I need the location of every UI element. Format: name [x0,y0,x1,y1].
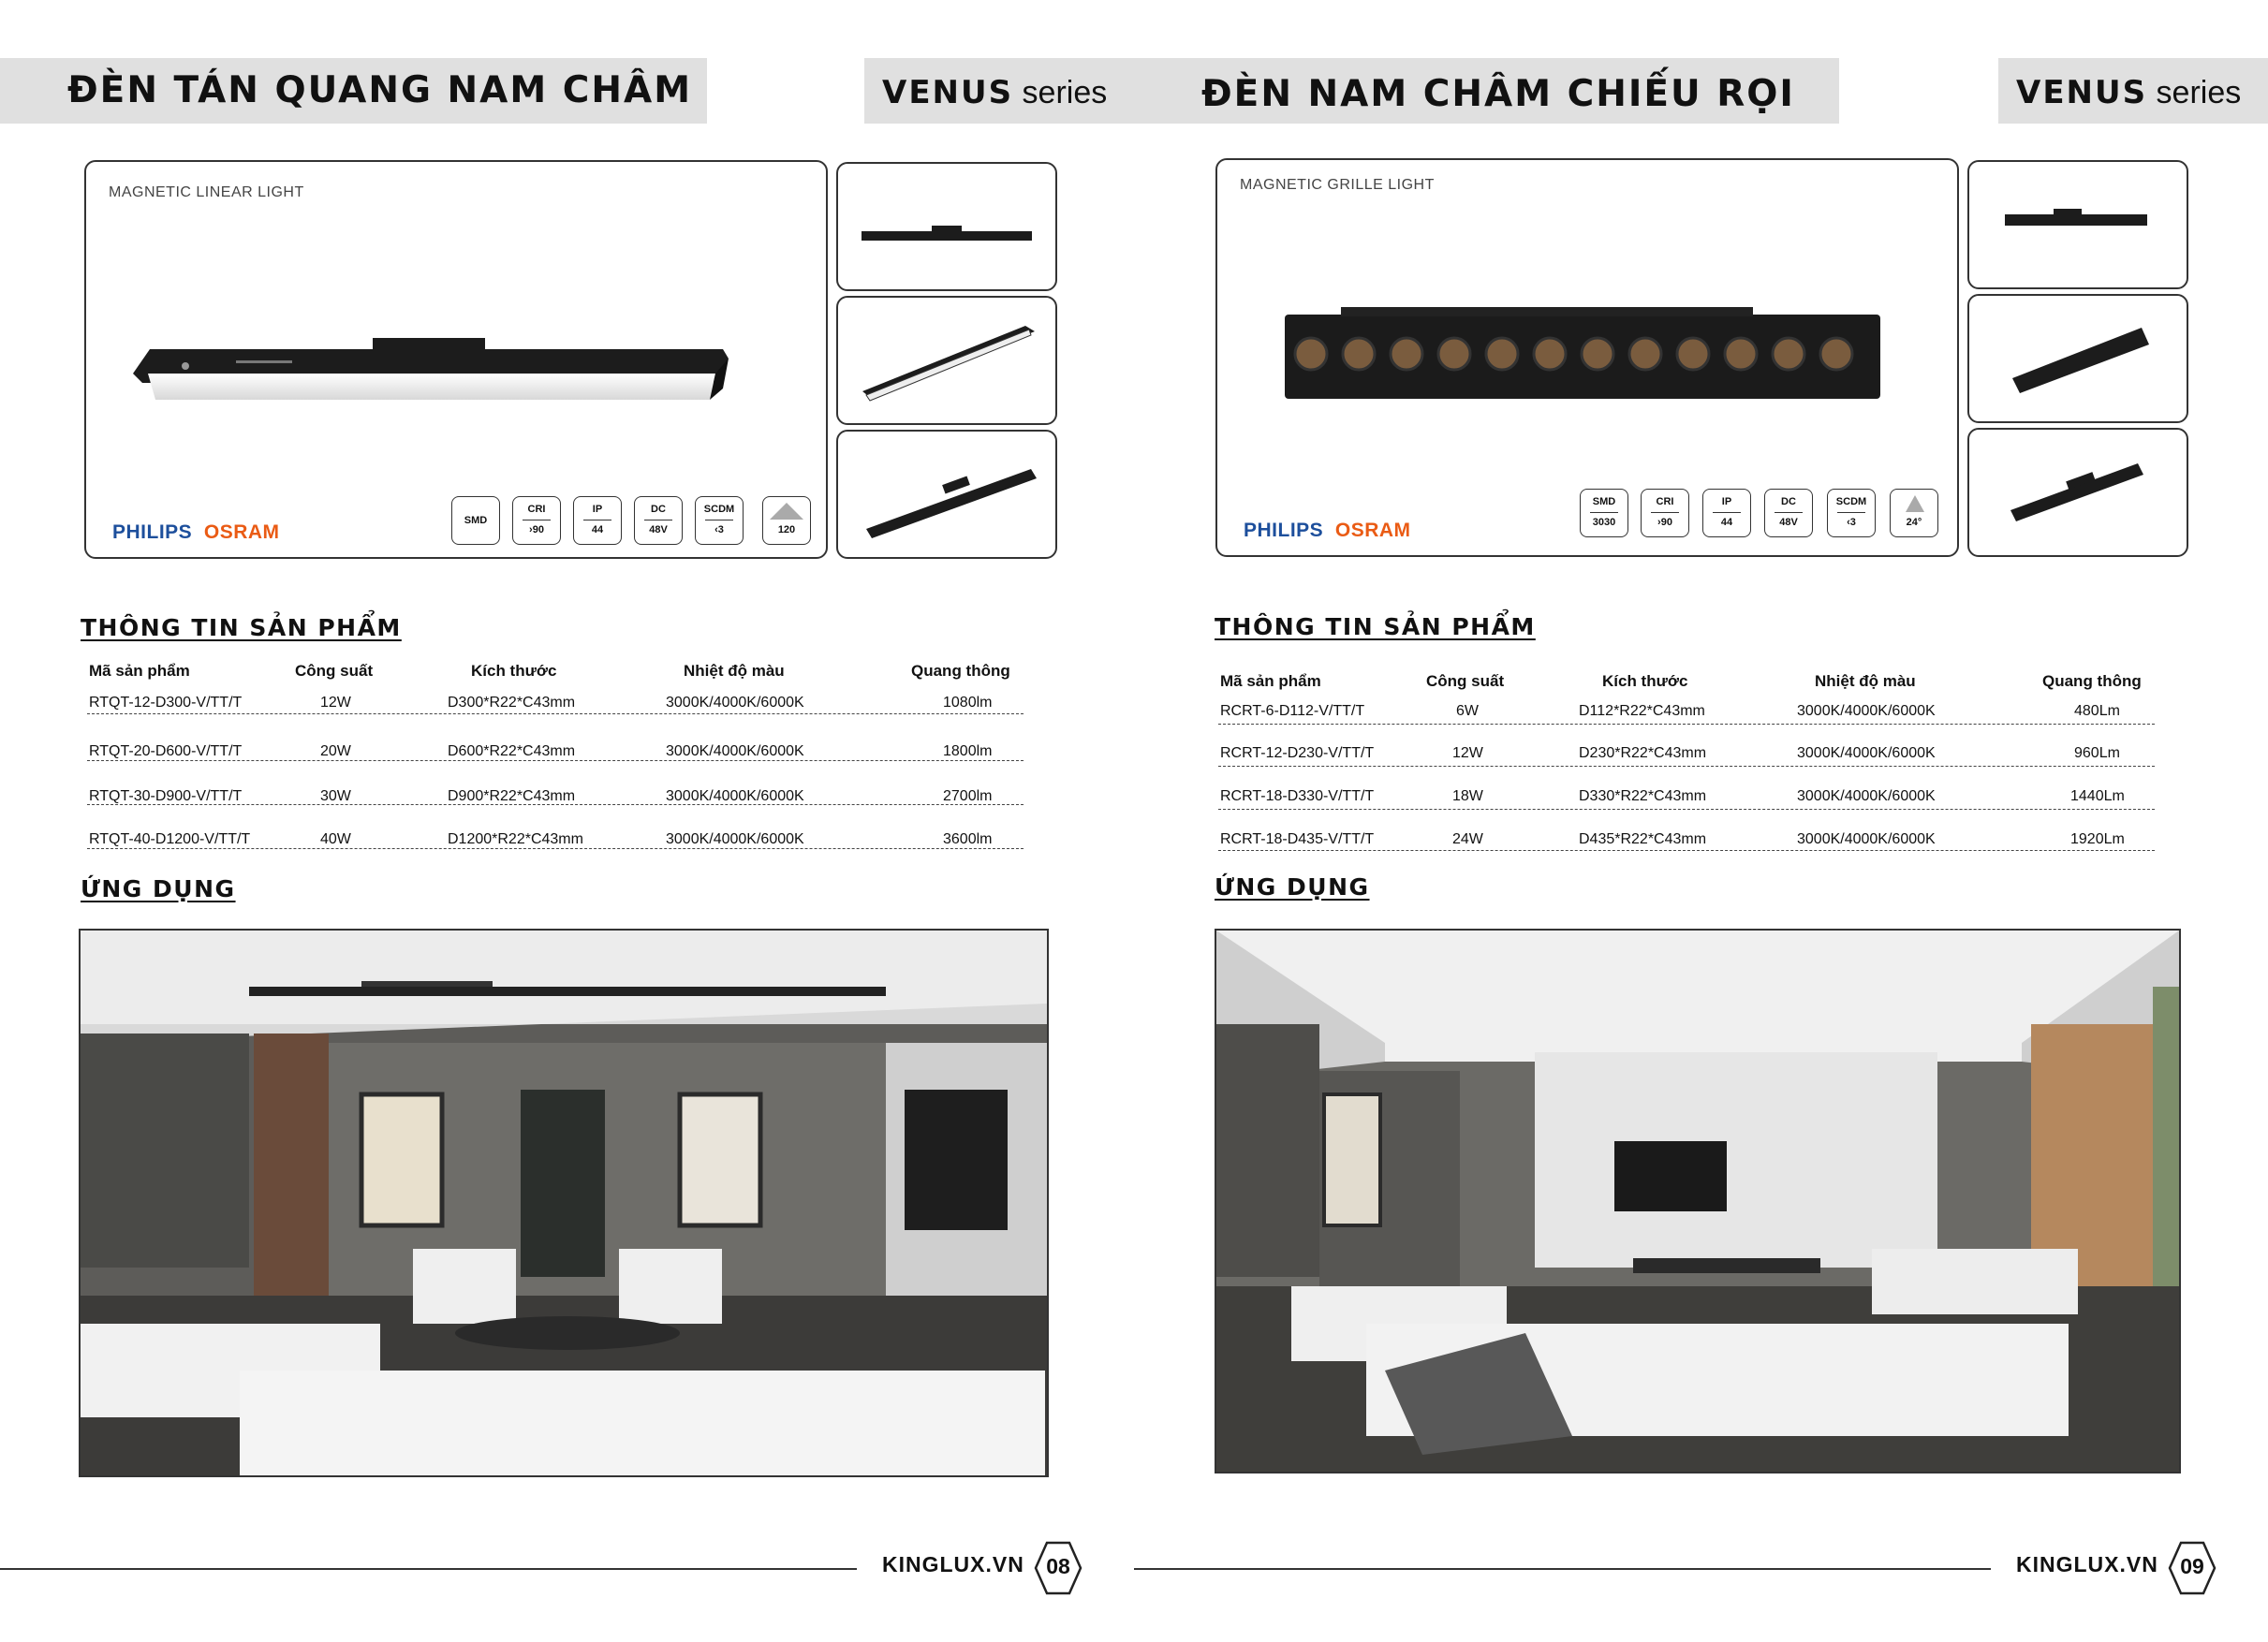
spec-beam-angle [1890,489,1938,537]
cell-cct: 3000K/4000K/6000K [666,743,804,759]
product-main-box [1215,158,1959,557]
cell-cct: 3000K/4000K/6000K [1797,745,1936,761]
cell-size: D112*R22*C43mm [1579,703,1705,719]
spec-cri [512,496,561,545]
thumbnail-view-2 [836,296,1057,425]
page-number: 08 [1046,1554,1070,1578]
spec-beam-value: 24° [1906,517,1922,528]
spec-cri-value: ›90 [1657,517,1672,528]
cell-cct: 3000K/4000K/6000K [666,788,804,804]
cell-lumen: 1440Lm [2070,788,2125,804]
brand-logos [112,521,280,544]
cell-code: RCRT-18-D330-V/TT/T [1220,788,1375,804]
spec-beam-value: 120 [777,524,796,535]
spec-smd-label: SMD [1592,496,1616,507]
spec-dc-label: DC [651,504,666,515]
series-label [882,58,1107,124]
cell-lumen: 1920Lm [2070,831,2125,847]
spec-ip-label: IP [1721,496,1732,507]
cell-code: RCRT-18-D435-V/TT/T [1220,831,1375,847]
cell-code: RTQT-20-D600-V/TT/T [89,743,243,759]
table-header-power: Công suất [1426,672,1505,690]
product-label: MAGNETIC GRILLE LIGHT [1240,177,1435,193]
spec-scdm-label: SCDM [703,504,735,515]
thumbnail-view-2 [1967,294,2188,423]
cell-code: RTQT-12-D300-V/TT/T [89,695,243,711]
grille-light-image [1275,305,1893,408]
product-main-box [84,160,828,559]
table-header-code: Mã sản phẩm [89,662,190,680]
cell-cct: 3000K/4000K/6000K [666,695,804,711]
section-heading-info: THÔNG TIN SẢN PHẨM [81,614,402,641]
row-divider [87,804,1024,805]
spec-smd [1580,489,1628,537]
cell-code: RCRT-12-D230-V/TT/T [1220,745,1375,761]
spec-dc-value: 48V [649,524,668,535]
series-word: series [1022,75,1108,110]
section-heading-application: ỨNG DỤNG [81,875,236,902]
cell-power: 6W [1456,703,1479,719]
cell-lumen: 1800lm [943,743,993,759]
cell-power: 24W [1452,831,1483,847]
product-label: MAGNETIC LINEAR LIGHT [109,184,304,200]
footer-website: KINGLUX.VN [2016,1552,2158,1576]
row-divider [87,848,1024,849]
beam-angle-icon [770,503,803,520]
brand-philips: PHILIPS [112,521,193,543]
spec-ip [573,496,622,545]
spec-dc [634,496,683,545]
section-heading-info: THÔNG TIN SẢN PHẨM [1215,613,1536,640]
cell-size: D1200*R22*C43mm [448,831,583,847]
spec-scdm [1827,489,1876,537]
cell-power: 12W [320,695,351,711]
row-divider [1218,724,2155,725]
page-number: 09 [2180,1554,2204,1578]
section-heading-application: ỨNG DỤNG [1215,873,1370,901]
row-divider [87,713,1024,714]
cell-power: 20W [320,743,351,759]
spec-ip-value: 44 [1720,517,1733,528]
application-photo [1215,929,2181,1473]
table-header-lumen: Quang thông [2042,672,2142,690]
brand-osram: OSRAM [1334,520,1411,541]
cell-cct: 3000K/4000K/6000K [666,831,804,847]
cell-power: 30W [320,788,351,804]
table-header-lumen: Quang thông [911,662,1010,680]
table-header-size: Kích thước [471,662,557,680]
table-header-power: Công suất [295,662,374,680]
thumbnail-view-3 [1967,428,2188,557]
spec-beam-angle [762,496,811,545]
row-divider [1218,766,2155,767]
cell-size: D900*R22*C43mm [448,788,576,804]
cell-code: RTQT-30-D900-V/TT/T [89,788,243,804]
cell-size: D230*R22*C43mm [1579,745,1707,761]
spec-cri-value: ›90 [529,524,544,535]
spec-scdm-value: ‹3 [1847,517,1856,528]
brand-osram: OSRAM [203,521,280,543]
table-header-code: Mã sản phẩm [1220,672,1321,690]
thumbnail-image [1969,430,2187,555]
page-title: ĐÈN TÁN QUANG NAM CHÂM [67,69,693,111]
page-title: ĐÈN NAM CHÂM CHIẾU RỌI [1201,73,1795,115]
series-word: series [2156,75,2242,110]
application-photo [79,929,1049,1477]
spec-ip [1702,489,1751,537]
thumbnail-view-3 [836,430,1057,559]
spec-dc-value: 48V [1779,517,1798,528]
linear-light-image [124,312,798,424]
catalog-page-right [1134,0,2268,1642]
cell-size: D435*R22*C43mm [1579,831,1707,847]
cell-lumen: 1080lm [943,695,993,711]
row-divider [1218,809,2155,810]
table-header-cct: Nhiệt độ màu [684,662,785,680]
thumbnail-image [838,164,1055,289]
spec-dc [1764,489,1813,537]
cell-size: D330*R22*C43mm [1579,788,1707,804]
spec-cri [1641,489,1689,537]
living-room-scene [1216,931,2179,1472]
spec-dc-label: DC [1781,496,1796,507]
thumbnail-image [838,298,1055,423]
brand-logos [1244,520,1411,542]
cell-cct: 3000K/4000K/6000K [1797,703,1936,719]
table-header-cct: Nhiệt độ màu [1815,672,1916,690]
cell-lumen: 2700lm [943,788,993,804]
row-divider [87,760,1024,761]
thumbnail-view-1 [836,162,1057,291]
cell-lumen: 3600lm [943,831,993,847]
thumbnail-view-1 [1967,160,2188,289]
thumbnail-image [1969,296,2187,421]
brand-philips: PHILIPS [1244,520,1324,541]
cell-code: RTQT-40-D1200-V/TT/T [89,831,251,847]
footer-rule [0,1568,857,1570]
cell-power: 12W [1452,745,1483,761]
table-header-size: Kích thước [1602,672,1688,690]
spec-smd-value: 3030 [1592,517,1616,528]
footer-website: KINGLUX.VN [882,1552,1024,1576]
spec-cri-label: CRI [527,504,546,515]
series-label [2016,58,2241,124]
row-divider [1218,850,2155,851]
spec-cri-label: CRI [1656,496,1674,507]
spec-smd-value: SMD [464,515,488,526]
cell-cct: 3000K/4000K/6000K [1797,788,1936,804]
cell-size: D600*R22*C43mm [448,743,576,759]
cell-size: D300*R22*C43mm [448,695,576,711]
series-name: VENUS [882,74,1014,111]
thumbnail-image [1969,162,2187,287]
spec-scdm-label: SCDM [1835,496,1867,507]
spec-ip-value: 44 [591,524,604,535]
spec-scdm-value: ‹3 [714,524,724,535]
cell-cct: 3000K/4000K/6000K [1797,831,1936,847]
cell-code: RCRT-6-D112-V/TT/T [1220,703,1365,719]
beam-angle-icon [1906,495,1924,512]
series-name: VENUS [2016,74,2148,111]
cell-power: 40W [320,831,351,847]
cell-lumen: 480Lm [2074,703,2120,719]
spec-smd [451,496,500,545]
thumbnail-image [838,432,1055,557]
living-room-scene [81,931,1047,1475]
spec-ip-label: IP [592,504,603,515]
footer-rule [1134,1568,1991,1570]
cell-lumen: 960Lm [2074,745,2120,761]
spec-scdm [695,496,744,545]
cell-power: 18W [1452,788,1483,804]
